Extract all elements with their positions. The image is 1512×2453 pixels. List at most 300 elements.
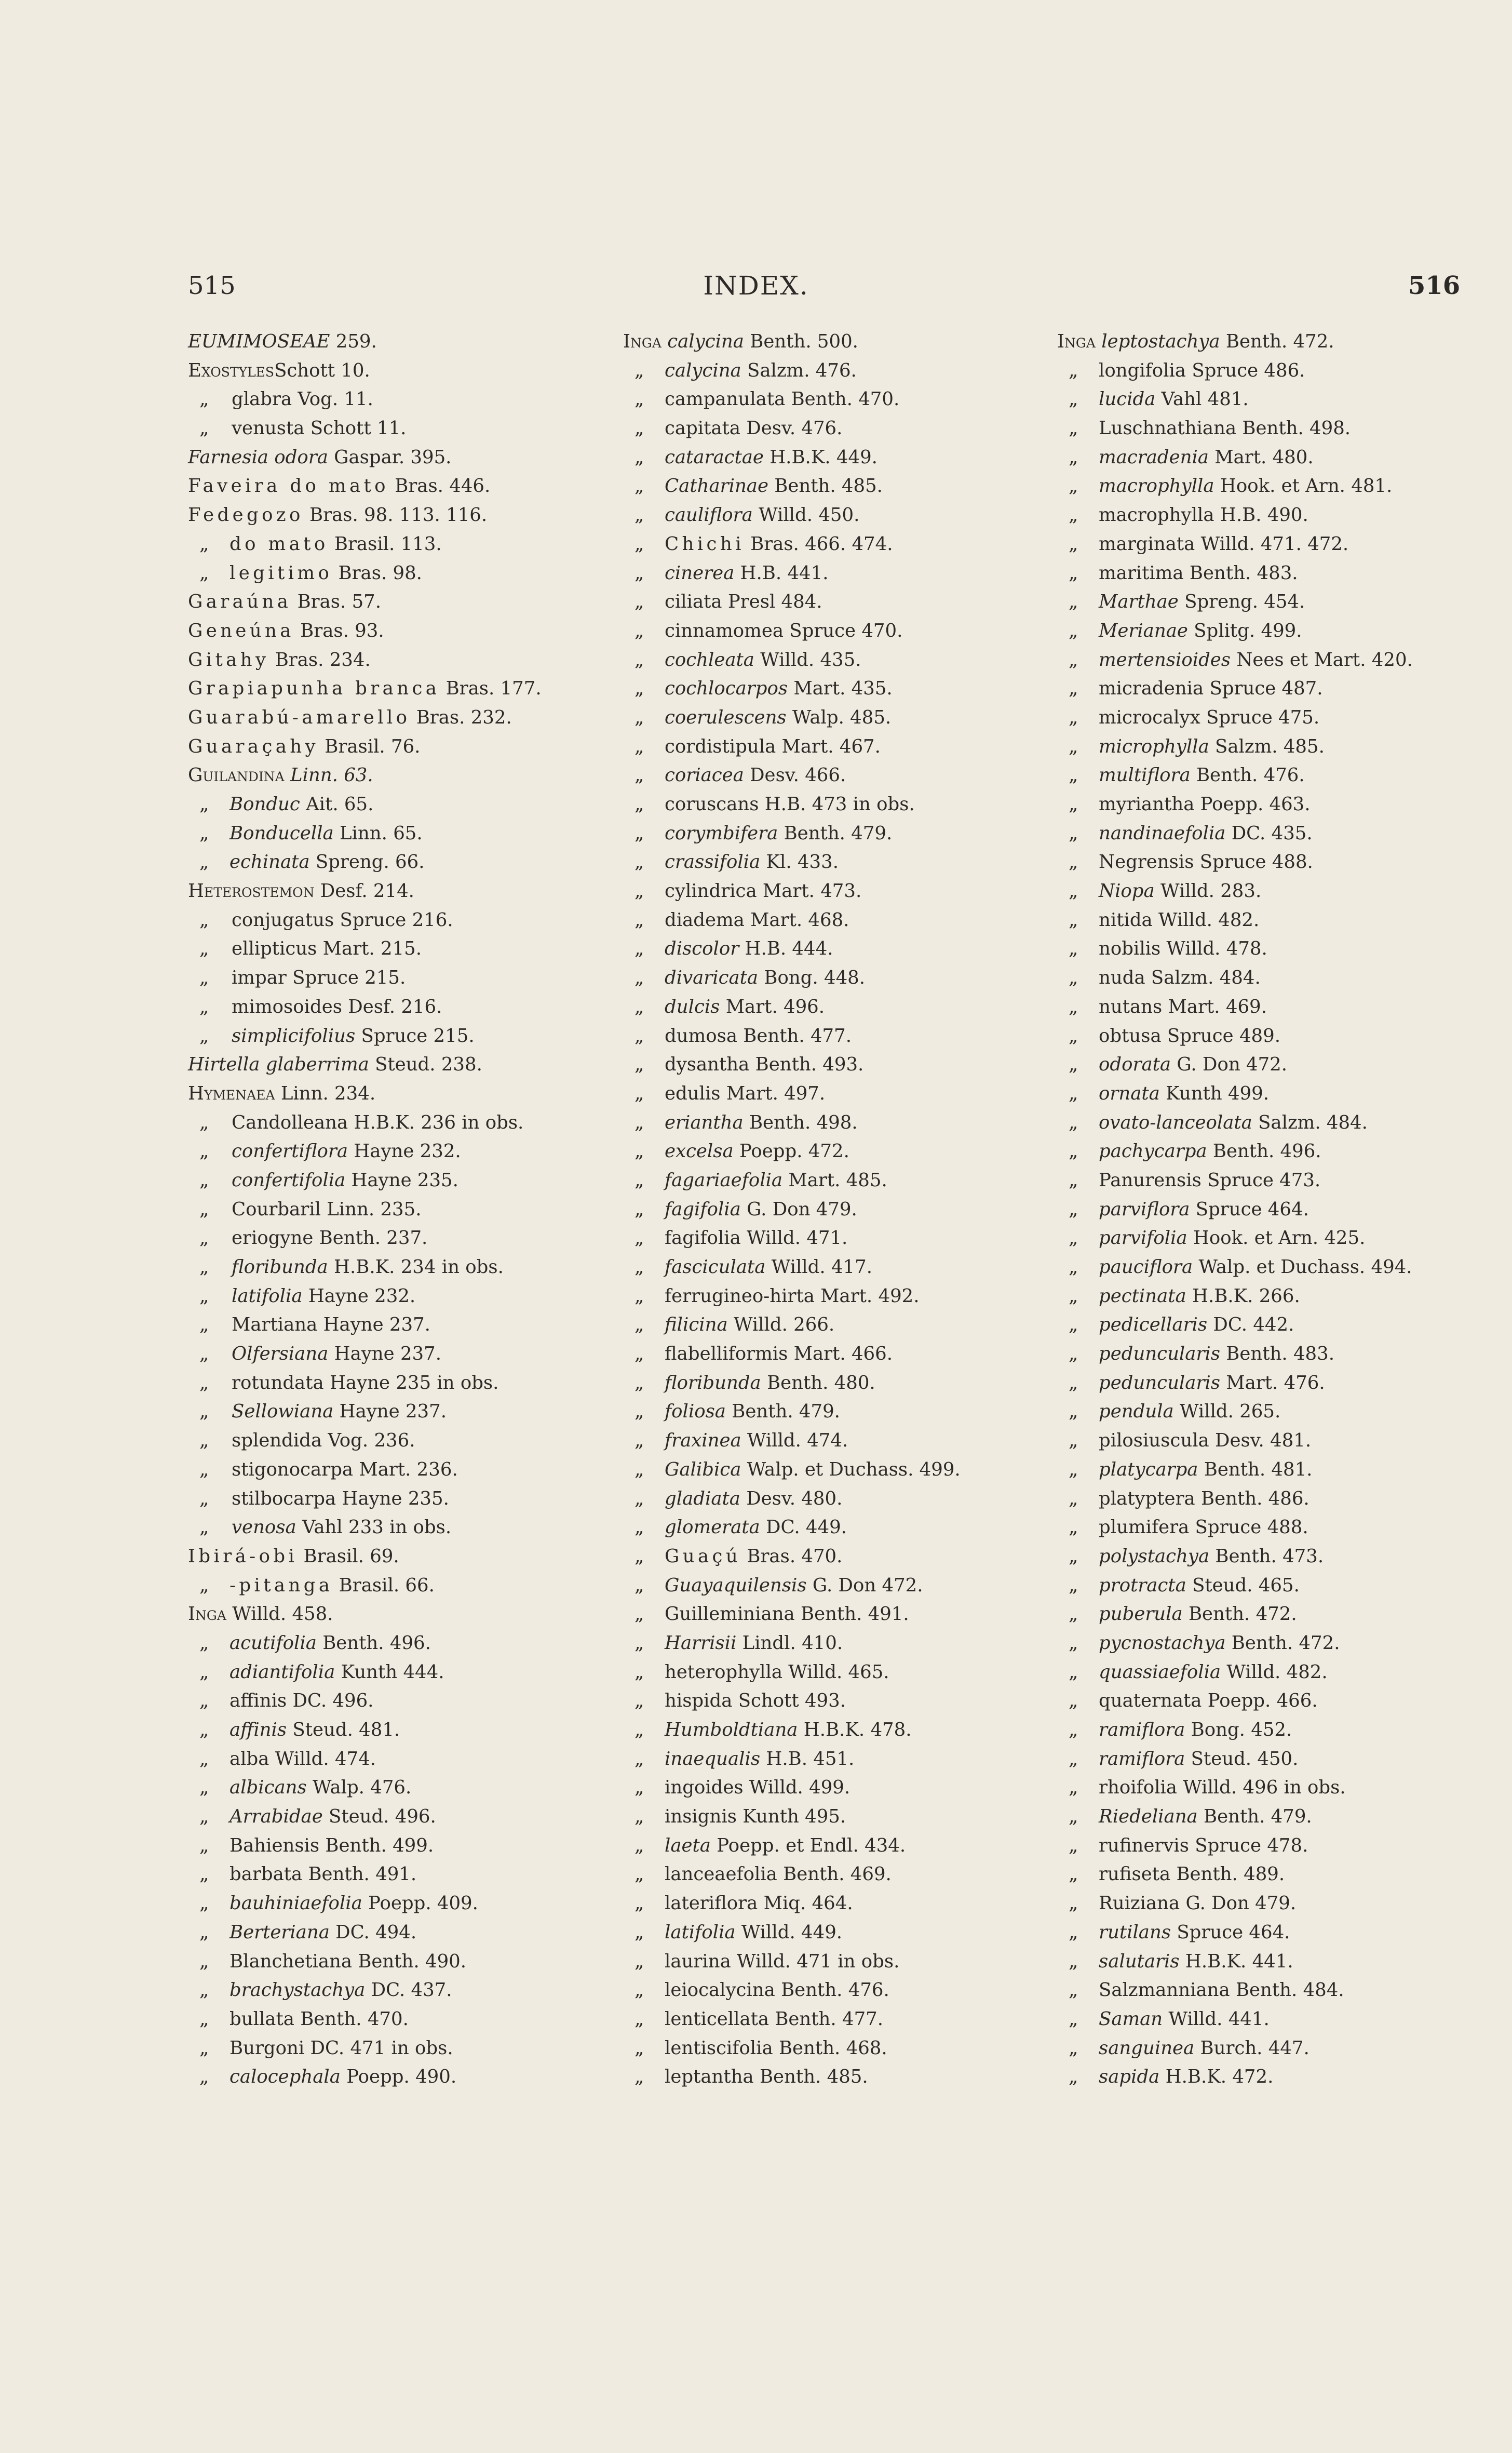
index-entry	[188, 2034, 542, 2063]
index-entry	[188, 1658, 542, 1687]
index-entry	[623, 1976, 961, 2005]
index-entry	[623, 1889, 961, 1918]
index-entry	[1057, 1050, 1413, 1079]
entry-name: stigonocarpa	[232, 1458, 354, 1480]
entry-citation: Willd. 471. 472.	[1195, 533, 1349, 555]
index-entry	[188, 732, 542, 761]
entry-name: mimosoides	[232, 996, 342, 1017]
entry-citation: Desv. 476.	[740, 418, 843, 439]
index-entry	[188, 2005, 542, 2034]
entry-name: peduncularis	[1099, 1343, 1220, 1365]
index-entry	[1057, 1860, 1413, 1889]
entry-citation: Willd. 499.	[743, 1777, 851, 1799]
index-entry	[623, 414, 961, 443]
index-entry	[188, 1860, 542, 1889]
entry-citation: Brasil. 66.	[333, 1574, 435, 1596]
entry-name: sapida	[1099, 2066, 1160, 2088]
entry-citation: H.B.K. 449.	[763, 446, 878, 468]
entry-name: splendida	[232, 1430, 322, 1452]
entry-citation: Benth. 473.	[1209, 1545, 1324, 1567]
ditto-mark: „	[1069, 1950, 1078, 1972]
index-entry	[188, 385, 542, 414]
entry-name: fasciculata	[665, 1256, 766, 1278]
entry-name: Galibica	[665, 1458, 741, 1480]
entry-citation: Bras. 470.	[741, 1545, 843, 1567]
ditto-mark: „	[199, 1487, 209, 1509]
entry-citation: Benth. 237.	[313, 1227, 428, 1249]
entry-citation: Benth. 479.	[1197, 1806, 1312, 1828]
entry-citation: Benth. 498.	[743, 1111, 858, 1133]
index-entry	[1057, 1802, 1413, 1831]
entry-name: glabra	[232, 388, 292, 410]
index-entry	[188, 2062, 542, 2092]
entry-citation: Walp. et Duchass. 494.	[1193, 1256, 1412, 1278]
entry-citation: Mart. 476.	[1220, 1372, 1325, 1393]
index-entry	[188, 1947, 542, 1976]
entry-name: parvifolia	[1099, 1227, 1187, 1249]
entry-name: Garaúna	[188, 591, 292, 613]
entry-name: acutifolia	[230, 1632, 317, 1654]
ditto-mark: „	[1069, 2008, 1078, 2030]
index-entry	[1057, 1571, 1413, 1600]
index-entry	[623, 1802, 961, 1831]
entry-name: laurina	[665, 1950, 731, 1972]
index-entry	[623, 443, 961, 472]
entry-citation: Benth. 496.	[316, 1632, 431, 1654]
ditto-mark: „	[1069, 822, 1078, 844]
ditto-mark: „	[634, 1198, 644, 1220]
index-entry	[1057, 327, 1413, 356]
entry-name: ramiflora	[1099, 1748, 1185, 1770]
entry-name: excelsa	[665, 1141, 734, 1162]
ditto-mark: „	[634, 1054, 644, 1076]
index-entry	[188, 1773, 542, 1802]
entry-citation: Poepp. 472.	[733, 1141, 849, 1162]
entry-name: ingoides	[665, 1777, 744, 1799]
ditto-mark: „	[634, 562, 644, 584]
index-entry	[623, 1195, 961, 1224]
entry-citation: Spruce 488.	[1189, 1517, 1308, 1538]
entry-citation: G. Don 479.	[740, 1198, 857, 1220]
index-entry	[188, 1484, 542, 1513]
entry-citation: Brasil. 76.	[319, 735, 421, 757]
ditto-mark: „	[1069, 851, 1078, 873]
index-entry	[188, 1745, 542, 1774]
index-entry	[1057, 472, 1413, 501]
entry-citation: Spruce 475.	[1200, 706, 1320, 728]
index-entry	[188, 1195, 542, 1224]
entry-citation: Benth. 472.	[1225, 1632, 1340, 1654]
entry-citation: Benth. 483.	[1183, 562, 1298, 584]
entry-citation: Miq. 464.	[758, 1893, 853, 1914]
entry-citation: Willd. 266.	[727, 1314, 835, 1336]
entry-citation: Willd. 471.	[740, 1227, 848, 1249]
entry-citation: Salzm. 485.	[1209, 735, 1325, 757]
entry-name: cataractae	[665, 446, 764, 468]
ditto-mark: „	[199, 388, 209, 410]
entry-name: hispida	[665, 1690, 733, 1712]
genus-heading: Inga	[623, 331, 662, 352]
entry-name: Marthae	[1099, 591, 1179, 613]
index-entry	[188, 443, 542, 472]
entry-citation: Mart. 435.	[788, 678, 893, 700]
ditto-mark: „	[634, 1864, 644, 1885]
ditto-mark: „	[199, 1690, 209, 1712]
entry-name: Chichi	[665, 533, 745, 555]
entry-name: obtusa	[1099, 1025, 1162, 1047]
index-entry	[1057, 1629, 1413, 1658]
index-entry	[188, 1397, 542, 1426]
index-entry	[623, 674, 961, 703]
ditto-mark: „	[634, 620, 644, 641]
entry-name: coriacea	[665, 765, 744, 786]
entry-citation: Benth. 496.	[1207, 1141, 1321, 1162]
index-entry	[623, 1571, 961, 1600]
entry-name: Bonduc	[230, 794, 300, 815]
entry-name: laeta	[665, 1834, 711, 1856]
ditto-mark: „	[1069, 504, 1078, 526]
entry-citation: Willd. 465.	[782, 1661, 889, 1683]
entry-name: Martiana	[232, 1314, 318, 1336]
entry-citation: Vog. 11.	[292, 388, 373, 410]
index-entry	[188, 993, 542, 1022]
entry-citation: Steud. 481.	[287, 1719, 400, 1740]
index-entry	[188, 1686, 542, 1715]
entry-name: Luschnathiana	[1099, 418, 1237, 439]
ditto-mark: „	[634, 1632, 644, 1654]
index-entry	[1057, 1079, 1413, 1108]
entry-name: EUMIMOSEAE	[188, 331, 330, 352]
index-entry	[188, 674, 542, 703]
entry-citation: Steud. 450.	[1185, 1748, 1299, 1770]
entry-name: capitata	[665, 418, 740, 439]
index-entry	[623, 2034, 961, 2063]
entry-name: Bahiensis	[230, 1834, 320, 1856]
ditto-mark: „	[199, 1285, 209, 1307]
ditto-mark: „	[634, 446, 644, 468]
entry-name: do mato	[230, 533, 329, 555]
entry-name: calocephala	[230, 2066, 341, 2088]
entry-name: cylindrica	[665, 880, 757, 902]
entry-citation: Salzm. 476.	[741, 359, 857, 381]
entry-name: conjugatus	[232, 909, 334, 931]
entry-name: eriantha	[665, 1111, 744, 1133]
entry-citation: Hayne 235 in obs.	[323, 1372, 499, 1393]
entry-citation: Benth. 479.	[725, 1401, 840, 1423]
entry-name: simplicifolius	[232, 1025, 356, 1047]
entry-name: inaequalis	[665, 1748, 761, 1770]
entry-name: quassiaefolia	[1099, 1661, 1221, 1683]
index-entry	[188, 934, 542, 963]
entry-citation: Benth. 481.	[1198, 1458, 1313, 1480]
entry-name: micradenia	[1099, 678, 1204, 700]
entry-citation: Vahl 233 in obs.	[296, 1517, 452, 1538]
entry-citation: Spruce 486.	[1186, 359, 1305, 381]
ditto-mark: „	[1069, 533, 1078, 555]
index-entry	[1057, 2005, 1413, 2034]
entry-name: heterophylla	[665, 1661, 783, 1683]
index-entry	[1057, 1108, 1413, 1137]
ditto-mark: „	[199, 996, 209, 1017]
index-entry	[623, 1397, 961, 1426]
index-entry	[1057, 790, 1413, 819]
entry-citation: Spruce 464.	[1190, 1198, 1309, 1220]
entry-name: adiantifolia	[230, 1661, 335, 1683]
index-entry	[188, 559, 542, 588]
ditto-mark: „	[199, 1401, 209, 1423]
entry-name: cinnamomea	[665, 620, 784, 641]
index-entry	[188, 1166, 542, 1195]
ditto-mark: „	[634, 1979, 644, 2001]
entry-name: glomerata	[665, 1517, 760, 1538]
index-entry	[1057, 1715, 1413, 1745]
entry-name: ferrugineo-hirta	[665, 1285, 815, 1307]
index-entry	[1057, 414, 1413, 443]
entry-name: ovato-lanceolata	[1099, 1111, 1252, 1133]
index-entry	[623, 1282, 961, 1311]
entry-name: affinis	[230, 1719, 287, 1740]
entry-citation: Benth. 469.	[777, 1864, 892, 1885]
entry-citation: Spruce 470.	[784, 620, 903, 641]
index-entry	[623, 1918, 961, 1947]
ditto-mark: „	[634, 938, 644, 960]
ditto-mark: „	[199, 1748, 209, 1770]
ditto-mark: „	[199, 1661, 209, 1683]
entry-name: rotundata	[232, 1372, 324, 1393]
entry-citation: Walp. 476.	[306, 1777, 412, 1799]
entry-citation: Kunth 499.	[1159, 1082, 1270, 1104]
index-entry	[623, 1426, 961, 1455]
ditto-mark: „	[199, 1430, 209, 1452]
ditto-mark: „	[199, 562, 209, 584]
ditto-mark: „	[199, 1834, 209, 1856]
entry-name: bullata	[230, 2008, 294, 2030]
entry-citation: Spreng. 66.	[309, 851, 425, 873]
entry-citation: Mart. 473.	[757, 880, 862, 902]
index-entry	[623, 646, 961, 675]
ditto-mark: „	[634, 1401, 644, 1423]
index-entry	[1057, 993, 1413, 1022]
entry-name: marginata	[1099, 533, 1195, 555]
index-entry	[1057, 1947, 1413, 1976]
entry-name: Gitahy	[188, 649, 269, 671]
entry-citation: Willd. 478.	[1160, 938, 1267, 960]
entry-name: lentiscifolia	[665, 2037, 773, 2059]
entry-name: Burgoni	[230, 2037, 305, 2059]
ditto-mark: „	[1069, 475, 1078, 497]
index-entry	[188, 819, 542, 848]
ditto-mark: „	[1069, 1806, 1078, 1828]
entry-name: impar	[232, 967, 287, 989]
entry-citation: Benth. 468.	[773, 2037, 887, 2059]
entry-name: confertiflora	[232, 1141, 348, 1162]
index-entry	[623, 1339, 961, 1369]
entry-name: lucida	[1099, 388, 1156, 410]
ditto-mark: „	[1069, 1111, 1078, 1133]
entry-citation: Bras. 232.	[410, 706, 512, 728]
entry-name: dumosa	[665, 1025, 738, 1047]
index-entry	[1057, 1166, 1413, 1195]
entry-citation: DC. 437.	[365, 1979, 452, 2001]
ditto-mark: „	[634, 678, 644, 700]
index-entry	[1057, 1513, 1413, 1542]
entry-citation: H.B.K. 441.	[1179, 1950, 1293, 1972]
ditto-mark: „	[634, 649, 644, 671]
index-entry	[623, 1050, 961, 1079]
entry-name: macrophylla	[1099, 504, 1214, 526]
entry-citation: Hayne 237.	[333, 1401, 447, 1423]
index-entry	[188, 1137, 542, 1166]
genus-heading: Heterostemon	[188, 880, 315, 902]
ditto-mark: „	[634, 1025, 644, 1047]
entry-citation: Spruce 473.	[1201, 1169, 1321, 1191]
entry-name: rhoifolia	[1099, 1777, 1177, 1799]
index-entry	[188, 472, 542, 501]
ditto-mark: „	[199, 1227, 209, 1249]
entry-citation: Willd. 496 in obs.	[1177, 1777, 1346, 1799]
entry-name: myriantha	[1099, 794, 1195, 815]
index-entry	[623, 501, 961, 530]
entry-name: campanulata	[665, 388, 786, 410]
entry-name: Farnesia odora	[188, 446, 328, 468]
ditto-mark: „	[634, 359, 644, 381]
entry-name: Faveira do mato	[188, 475, 389, 497]
ditto-mark: „	[1069, 735, 1078, 757]
ditto-mark: „	[634, 794, 644, 815]
entry-name: peduncularis	[1099, 1372, 1220, 1393]
entry-citation: H.B. 490.	[1214, 504, 1308, 526]
index-entry	[1057, 1686, 1413, 1715]
index-entry	[1057, 1137, 1413, 1166]
entry-citation: Benth. 491.	[794, 1603, 909, 1625]
ditto-mark: „	[1069, 591, 1078, 613]
entry-citation: Bong. 448.	[758, 967, 866, 989]
entry-citation: Benth. 476.	[1190, 765, 1305, 786]
ditto-mark: „	[634, 1169, 644, 1191]
ditto-mark: „	[1069, 1893, 1078, 1914]
ditto-mark: „	[634, 1430, 644, 1452]
entry-citation: Willd. 441.	[1163, 2008, 1270, 2030]
ditto-mark: „	[199, 1806, 209, 1828]
index-entry	[1057, 1224, 1413, 1253]
index-entry	[188, 1802, 542, 1831]
index-entry	[623, 1686, 961, 1715]
entry-citation: Benth. 476.	[775, 1979, 889, 2001]
ditto-mark: „	[1069, 1343, 1078, 1365]
entry-citation: Willd. 417.	[765, 1256, 872, 1278]
index-entry	[1057, 443, 1413, 472]
ditto-mark: „	[634, 591, 644, 613]
index-entry	[623, 530, 961, 559]
entry-citation: Salzm. 484.	[1252, 1111, 1368, 1133]
entry-citation: Poepp. 466.	[1202, 1690, 1318, 1712]
entry-name: insignis	[665, 1806, 737, 1828]
entry-citation: Spruce 464.	[1171, 1921, 1290, 1943]
entry-citation: G. Don 479.	[1180, 1893, 1297, 1914]
ditto-mark: „	[199, 1632, 209, 1654]
index-entry	[623, 934, 961, 963]
index-entry	[623, 848, 961, 877]
entry-name: divaricata	[665, 967, 759, 989]
entry-citation: Nees et Mart. 420.	[1231, 649, 1413, 671]
entry-citation: Mart. 497.	[720, 1082, 826, 1104]
index-entry	[1057, 1397, 1413, 1426]
index-entry	[188, 790, 542, 819]
entry-name: Grapiapunha branca	[188, 678, 440, 700]
genus-heading: Inga	[1057, 331, 1096, 352]
ditto-mark: „	[634, 1719, 644, 1740]
ditto-mark: „	[199, 1141, 209, 1162]
entry-name: pycnostachya	[1099, 1632, 1226, 1654]
index-entry	[623, 993, 961, 1022]
index-entry	[188, 1455, 542, 1484]
entry-citation: Spruce 216.	[334, 909, 453, 931]
entry-name: echinata	[230, 851, 310, 873]
entry-name: Guaraçahy	[188, 735, 319, 757]
entry-name: ciliata	[665, 591, 722, 613]
index-entry	[188, 1224, 542, 1253]
index-entry	[623, 703, 961, 732]
index-entry	[188, 1715, 542, 1745]
index-entry	[1057, 1455, 1413, 1484]
entry-name: leiocalycina	[665, 1979, 775, 2001]
index-column-1	[188, 327, 542, 2092]
entry-name: fagifolia	[665, 1198, 741, 1220]
index-entry	[1057, 385, 1413, 414]
ditto-mark: „	[199, 1458, 209, 1480]
ditto-mark: „	[634, 2066, 644, 2088]
index-entry	[188, 906, 542, 935]
entry-name: Guilleminiana	[665, 1603, 795, 1625]
index-entry	[188, 501, 542, 530]
ditto-mark: „	[1069, 1025, 1078, 1047]
index-entry	[1057, 761, 1413, 790]
entry-name: brachystachya	[230, 1979, 366, 2001]
index-entry	[188, 414, 542, 443]
entry-citation: Willd. 482.	[1221, 1661, 1328, 1683]
entry-citation: Hayne 232.	[348, 1141, 461, 1162]
ditto-mark: „	[1069, 938, 1078, 960]
ditto-mark: „	[634, 1950, 644, 1972]
index-entry	[623, 1484, 961, 1513]
index-entry	[623, 1253, 961, 1282]
ditto-mark: „	[199, 1198, 209, 1220]
index-entry	[188, 963, 542, 993]
entry-citation: DC. 449.	[760, 1517, 847, 1538]
entry-name: leptostachya	[1101, 331, 1220, 352]
entry-name: coruscans	[665, 794, 759, 815]
entry-citation: H.B.K. 266.	[1186, 1285, 1300, 1307]
ditto-mark: „	[634, 909, 644, 931]
entry-name: rufinervis	[1099, 1834, 1189, 1856]
entry-citation: Walp. 485.	[786, 706, 892, 728]
index-entry	[623, 1715, 961, 1745]
index-entry	[1057, 934, 1413, 963]
entry-name: Negrensis	[1099, 851, 1194, 873]
ditto-mark: „	[1069, 706, 1078, 728]
index-entry	[623, 472, 961, 501]
index-entry	[1057, 530, 1413, 559]
entry-citation: Linn. 235.	[320, 1198, 422, 1220]
index-entry	[1057, 1889, 1413, 1918]
entry-name: venosa	[232, 1517, 296, 1538]
entry-citation: Mart. 215.	[317, 938, 422, 960]
entry-name: Salzmanniana	[1099, 1979, 1230, 2001]
genus-heading: Guilandina	[188, 765, 285, 786]
entry-name: Courbaril	[232, 1198, 321, 1220]
entry-name: corymbifera	[665, 822, 778, 844]
ditto-mark: „	[634, 2008, 644, 2030]
